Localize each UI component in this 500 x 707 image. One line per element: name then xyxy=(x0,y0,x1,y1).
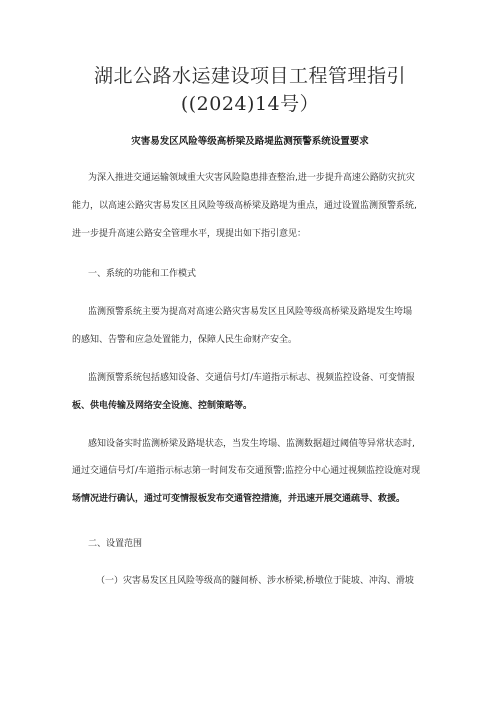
section1-para2-line-2: 板、供电传输及网络安全设施、控制策略等。 xyxy=(72,401,253,411)
intro-line-3: 进一步提升高速公路安全管理水平，现提出如下指引意见： xyxy=(72,229,307,239)
section1-para1-line-2: 的感知、告警和应急处置能力，保障人民生命财产安全。 xyxy=(72,335,298,345)
section1-para3-line-2: 通过交通信号灯/车道指示标志第一时间发布交通预警;监控分中心通过视频监控设施对现 xyxy=(72,466,421,476)
section1-para3-line-3: 场情况进行确认，通过可变情报板发布交通管控措施，并迅速开展交通疏导、救援。 xyxy=(72,494,406,504)
section1-para2-line-1: 监测预警系统包括感知设备、交通信号灯/车道指示标志、视频监控设备、可变情报 xyxy=(88,373,416,383)
intro-line-1: 为深入推进交通运输领域重大灾害风险隐患排查整治,进一步提升高速公路防灾抗灾 xyxy=(88,173,415,183)
document-title: 湖北公路水运建设项目工程管理指引 xyxy=(93,65,406,87)
section1-para1-line-1: 监测预警系统主要为提高对高速公路灾害易发区且风险等级高桥梁及路堤发生垮塌 xyxy=(88,307,413,317)
document-subtitle: 灾害易发区风险等级高桥梁及路堤监测预警系统设置要求 xyxy=(131,136,369,147)
section-heading-1: 一、系统的功能和工作模式 xyxy=(88,269,197,279)
section1-para3-line-1: 感知设备实时监测桥梁及路堤状态，当发生垮塌、监测数据超过阈值等异常状态时, xyxy=(88,439,415,449)
section2-item-1: （一）灾害易发区且风险等级高的隧间桥、涉水桥梁,桥墩位于陡坡、冲沟、滑坡 xyxy=(96,576,414,586)
section-heading-2: 二、设置范围 xyxy=(88,539,143,549)
intro-line-2: 能力，以高速公路灾害易发区且风险等级高桥梁及路堤为重点，通过设置监测预警系统, xyxy=(72,201,417,211)
document-number: ((2024)14号） xyxy=(180,93,320,115)
